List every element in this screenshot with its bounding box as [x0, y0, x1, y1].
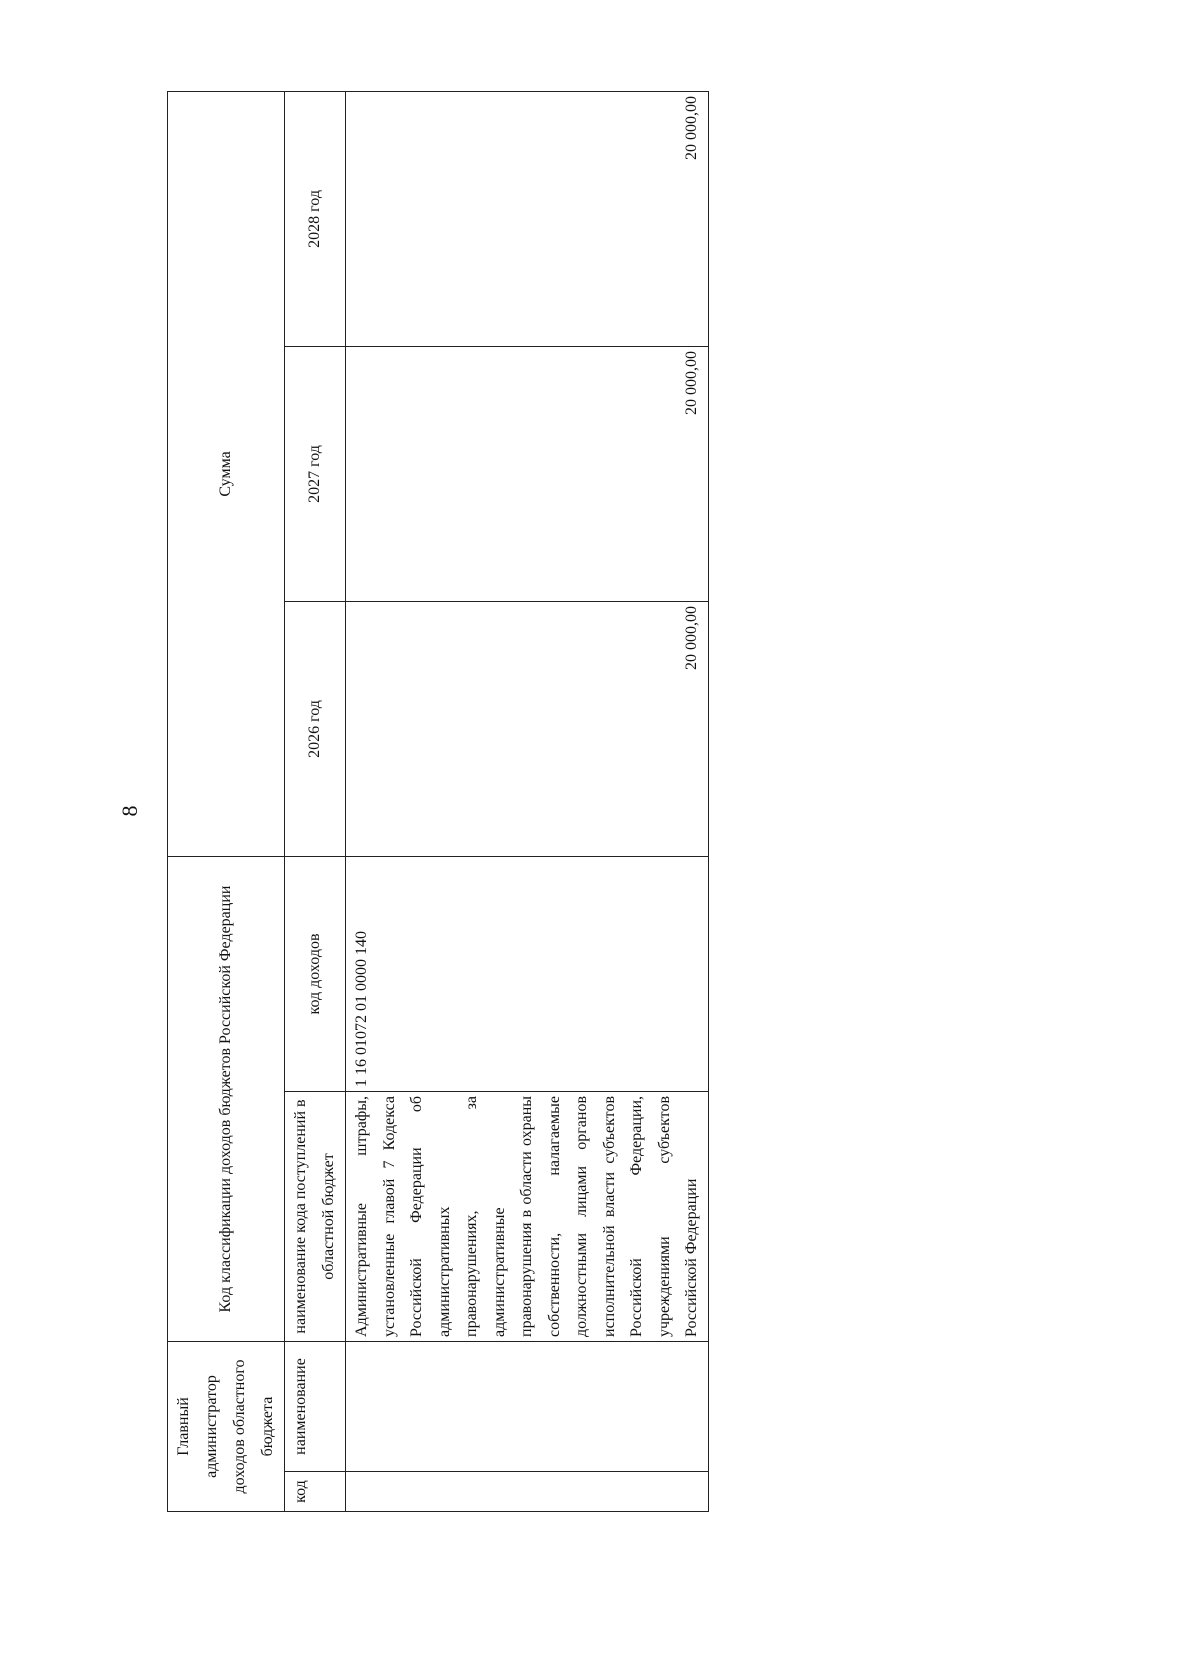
cell-admin-name — [346, 1341, 709, 1471]
page-number: 8 — [117, 805, 142, 817]
revenue-table — [167, 91, 709, 1512]
cell-admin-code — [346, 1472, 709, 1512]
header-admin-name: наименование — [285, 1341, 346, 1471]
header-year-2026: 2026 год — [285, 601, 346, 856]
header-admin-code: код — [285, 1472, 346, 1512]
header-classification-group: Код классификации доходов бюджетов Российской Федерации — [168, 856, 285, 1341]
header-year-2027: 2027 год — [285, 346, 346, 601]
header-income-code: код доходов — [285, 856, 346, 1091]
header-sum-group: Сумма — [168, 91, 285, 856]
cell-income-code: 1 16 01072 01 0000 140 — [346, 856, 709, 1091]
header-year-2028: 2028 год — [285, 91, 346, 346]
header-income-name: наименование кода поступлений в областной бюджет — [285, 1091, 346, 1341]
cell-sum-2026: 20 000,00 — [346, 601, 709, 856]
table-row — [346, 91, 709, 1511]
cell-income-name: Административные штрафы, установленные главой 7 Кодекса Российской Федерации об административных правонарушениях, за административные правонарушения в области охраны собственности, налагаемые должностными лицами органов исполнительной власти субъектов Российской Федерации, учреждениями субъектов Российской Федерации — [346, 1091, 709, 1341]
header-admin-group: Главный администратор доходов областного бюджета — [168, 1341, 285, 1511]
revenue-table-wrapper — [167, 92, 700, 1512]
cell-sum-2028: 20 000,00 — [346, 91, 709, 346]
cell-sum-2027: 20 000,00 — [346, 346, 709, 601]
